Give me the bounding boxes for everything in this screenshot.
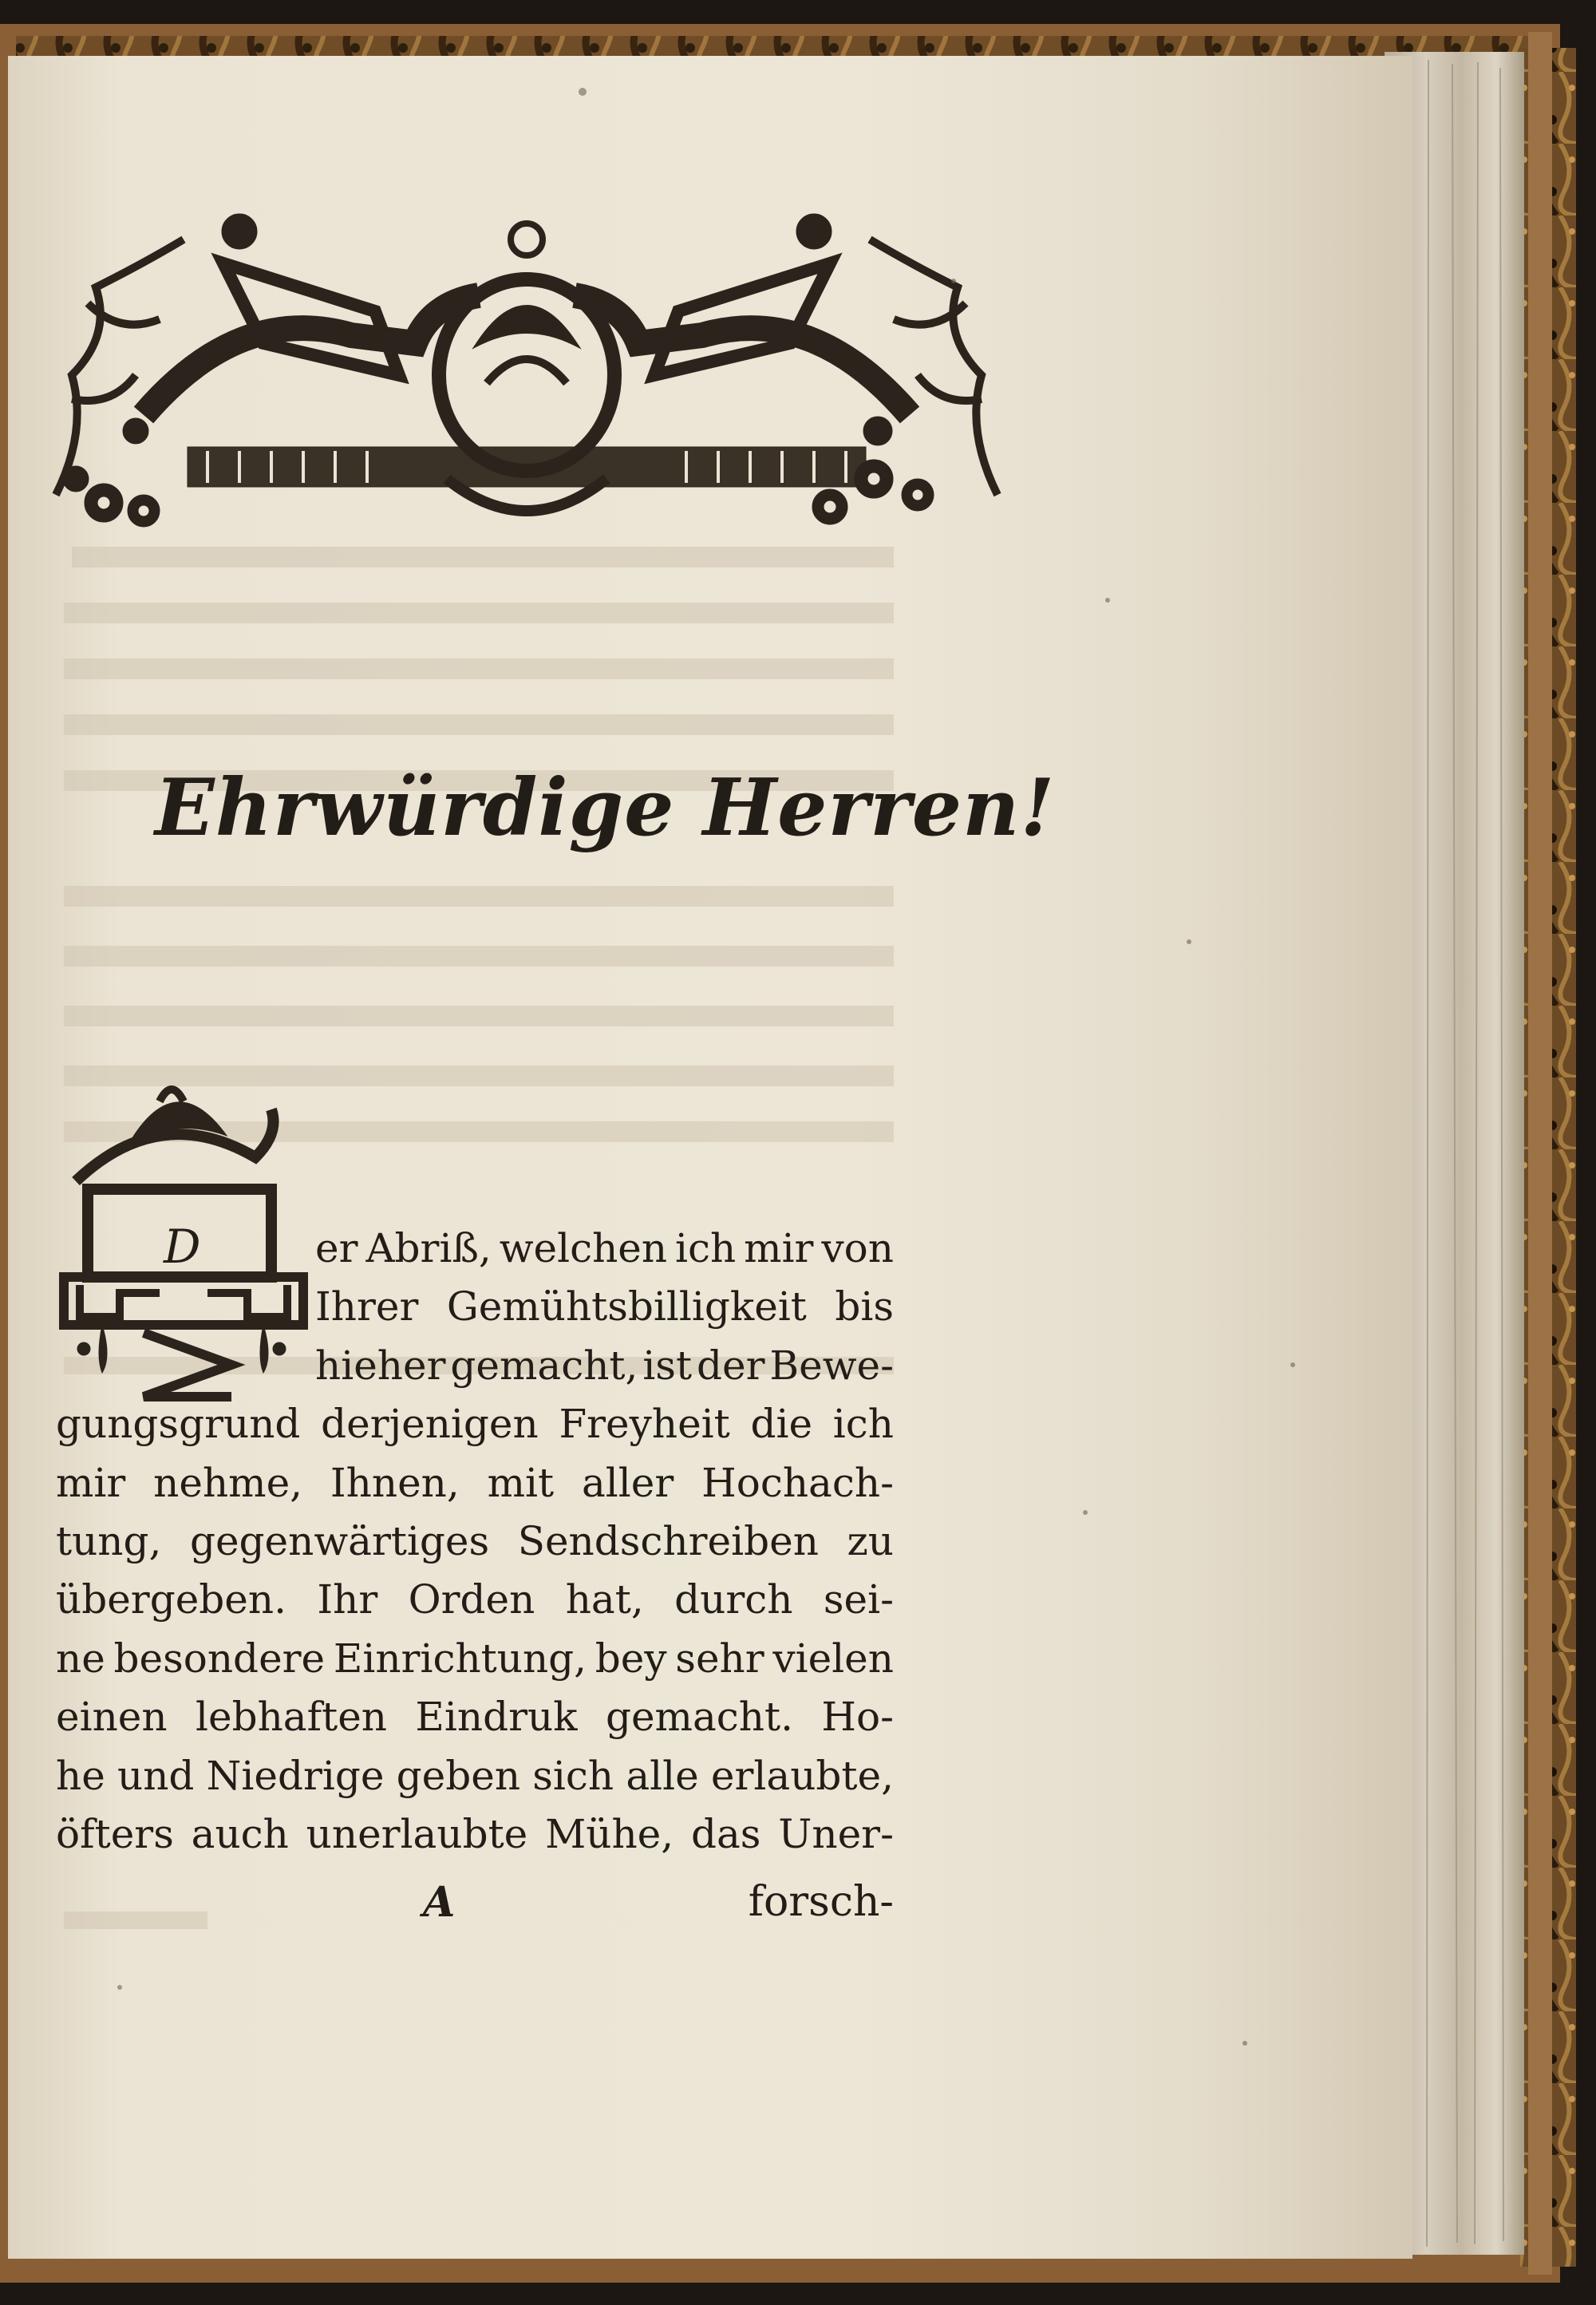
signature-mark: A [423,1878,456,1927]
text-line: ne besondere Einrichtung, bey sehr vielen [56,1635,894,1682]
catchword: forsch- [748,1878,894,1926]
text-line: Ihrer Gemühtsbilligkeit bis [315,1283,894,1330]
text-line: he und Niedrige geben sich alle erlaubte, [56,1752,894,1799]
text-line: tung, gegenwärtiges Sendschreiben zu [56,1517,894,1564]
text-line: er Abriß, welchen ich mir von [315,1225,894,1271]
body-text [56,1220,894,1864]
text-line: mir nehme, Ihnen, mit aller Hochach- [56,1459,894,1506]
dropcap-letter: D [164,1220,201,1274]
page-footer [56,1878,894,1942]
page-heading: Ehrwürdige Herren! [155,762,1056,854]
text-line: gungsgrund derjenigen Freyheit die ich [56,1401,894,1448]
text-line: öfters auch unerlaubte Mühe, das Uner- [56,1810,894,1857]
text-line: einen lebhaften Eindruk gemacht. Ho- [56,1694,894,1741]
text-line: übergeben. Ihr Orden hat, durch sei- [56,1576,894,1623]
text-line: hieher gemacht, ist der Bewe- [315,1342,894,1389]
